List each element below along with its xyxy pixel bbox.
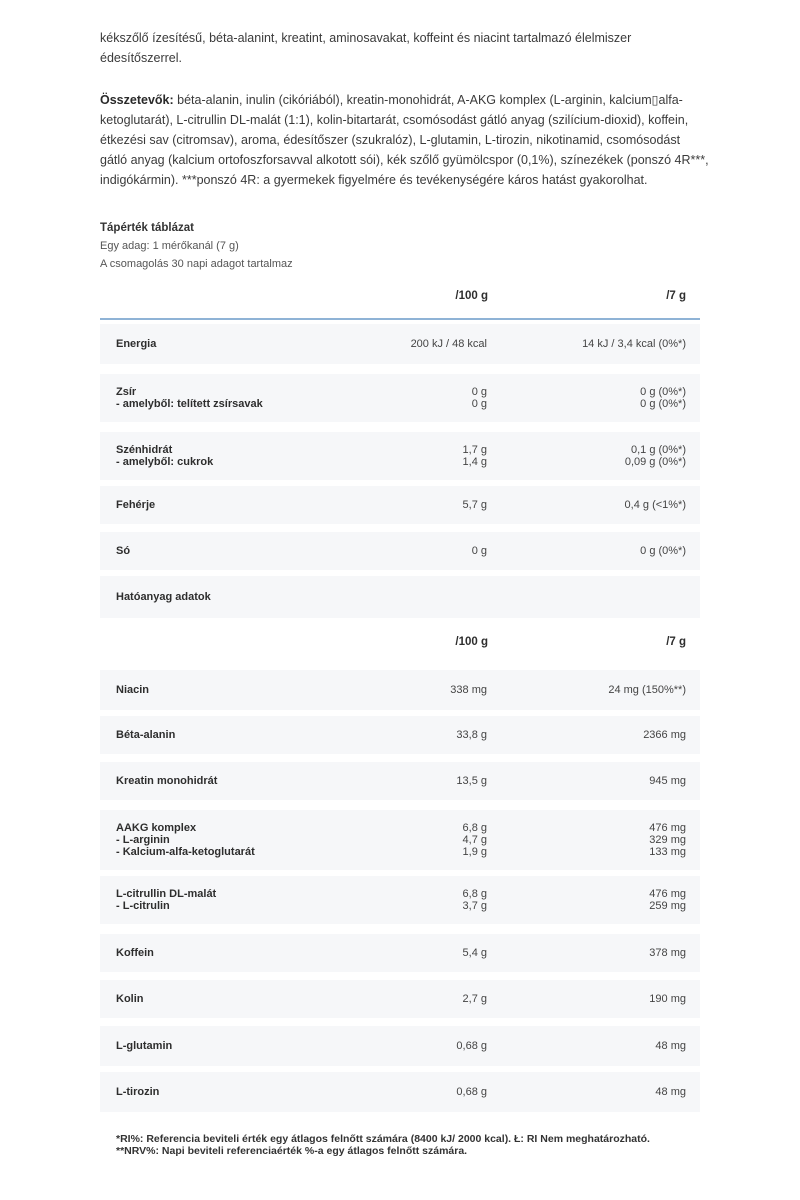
row-label-line: - Kalcium-alfa-ketoglutarát xyxy=(116,846,255,858)
value-per-serving xyxy=(649,888,686,912)
row-label xyxy=(116,947,154,959)
active-ingredients-heading: Hatóanyag adatok xyxy=(116,591,211,603)
row-label xyxy=(116,822,255,858)
row-label xyxy=(116,499,155,511)
active-column-header-per-100g: /100 g xyxy=(455,636,488,648)
nutrition-table-heading: Tápérték táblázat xyxy=(100,222,194,234)
column-header-per-serving: /7 g xyxy=(666,290,686,302)
row-label-line: Niacin xyxy=(116,684,150,696)
table-row xyxy=(100,810,700,870)
value-per-serving xyxy=(649,775,686,787)
value-per-serving xyxy=(640,386,686,410)
ingredients-label: Összetevők: xyxy=(100,93,174,107)
row-label xyxy=(116,888,216,912)
row-label-line: Kolin xyxy=(116,993,144,1005)
table-row xyxy=(100,762,700,800)
value-per-serving xyxy=(582,338,686,350)
value-per-serving xyxy=(655,1040,686,1052)
value-line: 5,4 g xyxy=(462,947,487,959)
value-per-100g xyxy=(463,993,487,1005)
row-label-line: L-glutamin xyxy=(116,1040,173,1052)
value-per-100g xyxy=(463,947,487,959)
value-per-serving xyxy=(643,729,686,741)
value-line: 48 mg xyxy=(655,1040,686,1052)
table-row xyxy=(100,670,700,710)
value-per-serving xyxy=(655,1086,686,1098)
row-label-line: Só xyxy=(116,545,131,557)
value-line: 0 g (0%*) xyxy=(640,386,686,398)
row-label-line: - L-arginin xyxy=(116,834,170,846)
footnotes xyxy=(116,1133,676,1157)
value-line: 0,1 g (0%*) xyxy=(630,444,686,456)
value-line: 6,8 g xyxy=(462,888,487,900)
nutrition-table-header xyxy=(100,282,700,312)
value-line: 48 mg xyxy=(655,1086,686,1098)
value-line: 476 mg xyxy=(649,888,686,900)
column-header-per-100g: /100 g xyxy=(455,290,488,302)
active-table-header xyxy=(100,628,700,658)
row-label xyxy=(116,545,130,557)
row-label xyxy=(116,1040,172,1052)
value-line: 0 g xyxy=(471,386,487,398)
value-line: 0 g (0%*) xyxy=(640,398,686,410)
footnote-ri: *RI%: Referencia beviteli érték egy átlagos felnőtt számára (8400 kJ/ 2000 kcal). Ł: RI Nem meghatározható. xyxy=(116,1133,650,1145)
serving-size-text: Egy adag: 1 mérőkanál (7 g) xyxy=(100,240,239,252)
row-label-line: L-tirozin xyxy=(116,1086,160,1098)
row-label-line: Koffein xyxy=(116,947,154,959)
value-line: 0 g (0%*) xyxy=(640,545,686,557)
table-row xyxy=(100,486,700,524)
value-line: 0,4 g (<1%*) xyxy=(624,499,686,511)
value-line: 190 mg xyxy=(649,993,686,1005)
value-line: 1,9 g xyxy=(462,846,487,858)
row-label-line: - amelyből: telített zsírsavak xyxy=(116,398,263,410)
row-label-line: Kreatin monohidrát xyxy=(116,775,218,787)
row-label-line: Zsír xyxy=(116,386,137,398)
row-label-line: - amelyből: cukrok xyxy=(116,456,214,468)
value-per-100g xyxy=(456,1086,487,1098)
table-row xyxy=(100,532,700,570)
value-per-100g xyxy=(472,545,487,557)
row-label-line: Energia xyxy=(116,338,157,350)
value-line: 5,7 g xyxy=(462,499,487,511)
table-row xyxy=(100,432,700,480)
table-row xyxy=(100,934,700,972)
row-label xyxy=(116,729,175,741)
value-line: 259 mg xyxy=(649,900,686,912)
value-per-100g xyxy=(456,729,487,741)
table-row xyxy=(100,716,700,754)
value-per-100g xyxy=(463,888,487,912)
active-column-header-per-serving: /7 g xyxy=(666,636,686,648)
value-line: 0,68 g xyxy=(456,1086,487,1098)
row-label-line: Fehérje xyxy=(116,499,156,511)
row-label xyxy=(116,1086,159,1098)
value-line: 378 mg xyxy=(649,947,686,959)
value-line: 24 mg (150%**) xyxy=(608,684,686,696)
value-per-serving xyxy=(625,444,686,468)
row-label xyxy=(116,338,156,350)
row-label xyxy=(116,386,263,410)
row-label xyxy=(116,444,213,468)
table-row xyxy=(100,374,700,422)
value-line: 133 mg xyxy=(649,846,686,858)
value-line: 0 g xyxy=(471,398,487,410)
ingredients-paragraph xyxy=(100,90,710,190)
value-per-100g xyxy=(450,684,487,696)
value-line: 0 g xyxy=(471,545,487,557)
value-per-serving xyxy=(608,684,686,696)
value-line: 3,7 g xyxy=(462,900,487,912)
value-per-serving xyxy=(649,993,686,1005)
value-per-serving xyxy=(649,947,686,959)
value-line: 6,8 g xyxy=(462,822,487,834)
value-line: 2366 mg xyxy=(643,729,686,741)
footnote-nrv: **NRV%: Napi beviteli referenciaérték %-a egy átlagos felnőtt számára. xyxy=(116,1145,468,1157)
value-line: 4,7 g xyxy=(462,834,487,846)
value-line: 1,4 g xyxy=(462,456,487,468)
value-per-100g xyxy=(456,775,487,787)
value-line: 2,7 g xyxy=(462,993,487,1005)
row-label xyxy=(116,775,217,787)
value-line: 329 mg xyxy=(649,834,686,846)
value-line: 13,5 g xyxy=(456,775,487,787)
row-label-line: - L-citrulin xyxy=(116,900,170,912)
table-header-divider xyxy=(100,318,700,320)
row-label xyxy=(116,684,149,696)
value-line: 1,7 g xyxy=(462,444,487,456)
table-row xyxy=(100,324,700,364)
row-label-line: L-citrullin DL-malát xyxy=(116,888,217,900)
ingredients-text: béta-alanin, inulin (cikóriából), kreatin-monohidrát, A-AKG komplex (L-arginin, kalcium▯alfa-ketoglutarát), L-citrullin DL-malát (1:1), kolin-bitartarát, csomósodást gátló anyag (szilícium-dioxid), koffein, étkezési sav (citromsav), aroma, édesítőszer (szukralóz), L-glutamin, L-tirozin, nikotinamid, csomósodást gátló anyag (kalcium ortofoszforsavval alkotott sói), kék szőlő gyümölcspor (0,1%), színezékek (ponszó 4R***, indigókármin). ***ponszó 4R: a gyermekek figyelmére és tevékenységére káros hatást gyakorolhat. xyxy=(100,93,709,187)
value-line: 33,8 g xyxy=(456,729,487,741)
value-line: 476 mg xyxy=(649,822,686,834)
value-line: 338 mg xyxy=(450,684,487,696)
value-per-100g xyxy=(456,1040,487,1052)
row-label xyxy=(116,993,144,1005)
row-label-line: Szénhidrát xyxy=(116,444,173,456)
value-line: 0,09 g (0%*) xyxy=(624,456,686,468)
value-per-100g xyxy=(463,822,487,858)
intro-text: kékszőlő ízesítésű, béta-alanint, kreatint, aminosavakat, koffeint és niacint tartalmazó élelmiszer édesítőszerrel. xyxy=(100,31,632,65)
value-per-100g xyxy=(463,499,487,511)
row-label-line: Béta-alanin xyxy=(116,729,176,741)
table-row xyxy=(100,876,700,924)
value-per-serving xyxy=(649,822,686,858)
table-row xyxy=(100,1072,700,1112)
table-row xyxy=(100,1026,700,1066)
value-line: 945 mg xyxy=(649,775,686,787)
value-line: 14 kJ / 3,4 kcal (0%*) xyxy=(582,338,686,350)
value-line: 0,68 g xyxy=(456,1040,487,1052)
value-per-100g xyxy=(472,386,487,410)
value-per-serving xyxy=(625,499,686,511)
package-info-text: A csomagolás 30 napi adagot tartalmaz xyxy=(100,258,293,270)
value-per-100g xyxy=(463,444,487,468)
value-per-serving xyxy=(640,545,686,557)
value-line: 200 kJ / 48 kcal xyxy=(410,338,487,350)
active-ingredients-heading-row xyxy=(100,576,700,618)
value-per-100g xyxy=(411,338,487,350)
row-label-line: AAKG komplex xyxy=(116,822,197,834)
table-row xyxy=(100,980,700,1018)
